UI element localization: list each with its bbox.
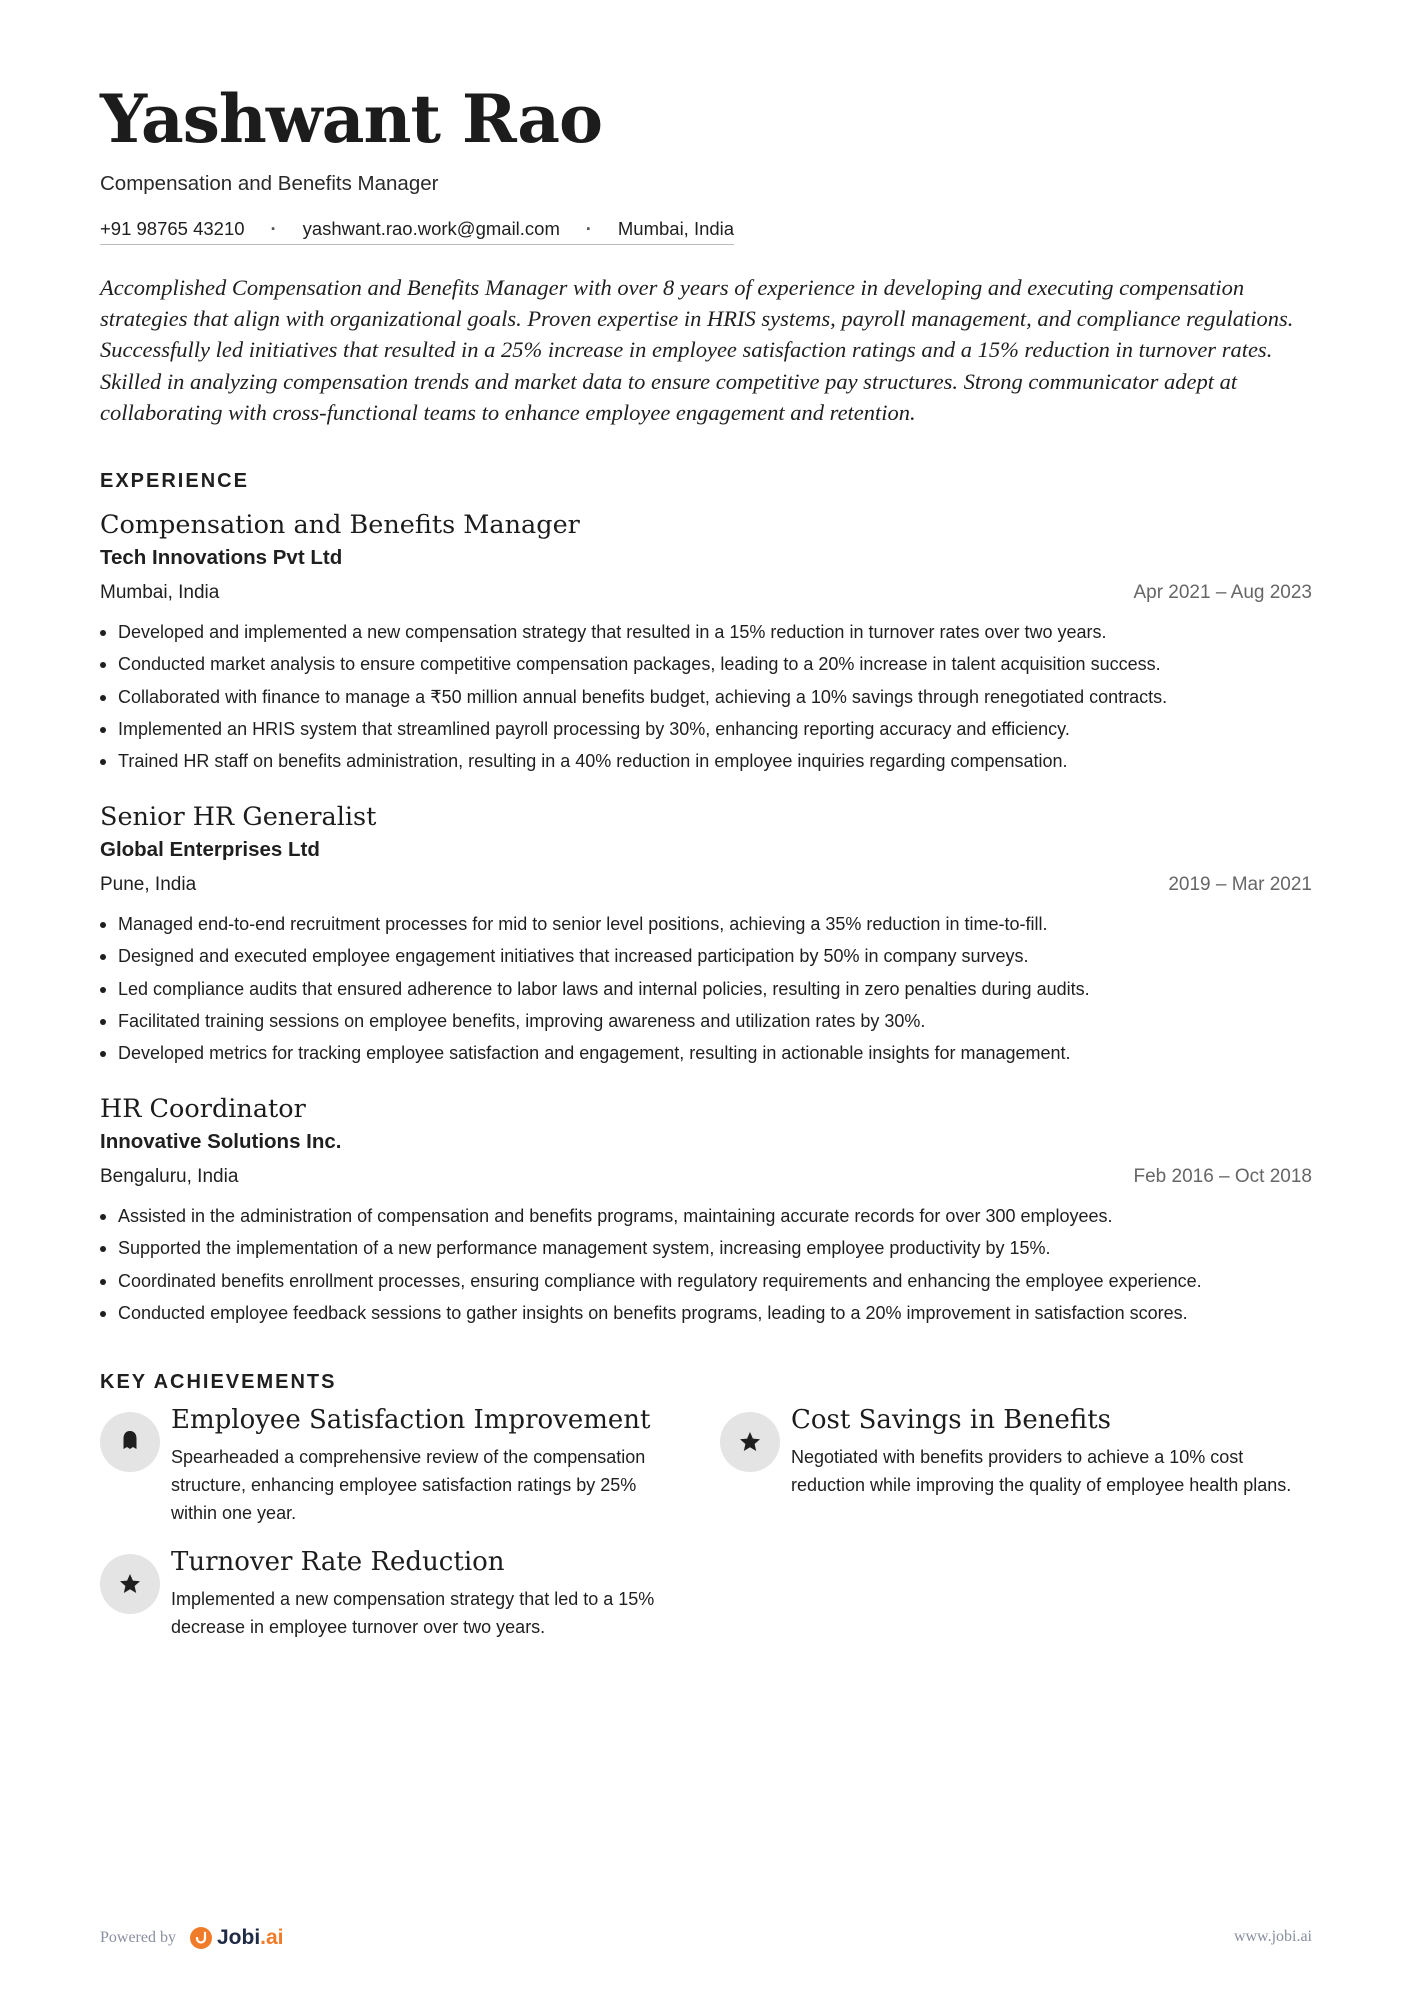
job-bullet: Conducted employee feedback sessions to gather insights on benefits programs, leading to a 20% improvement in satisfaction scores. <box>100 1297 1312 1329</box>
job-location: Mumbai, India <box>100 582 220 603</box>
footer-branding <box>100 1926 284 1950</box>
experience-entry <box>100 508 1312 777</box>
job-dates: 2019 – Mar 2021 <box>1168 874 1312 895</box>
contact-location: Mumbai, India <box>617 218 735 239</box>
achievement-title: Turnover Rate Reduction <box>171 1547 505 1577</box>
resume-page <box>100 0 1312 1995</box>
achievement-item <box>100 1547 660 1637</box>
contact-separator: · <box>270 218 277 239</box>
award-icon <box>120 1430 140 1454</box>
job-bullet: Coordinated benefits enrollment processes, ensuring compliance with regulatory requirements and enhancing the employee experience. <box>100 1265 1312 1297</box>
achievement-icon-badge <box>100 1554 160 1614</box>
job-company: Tech Innovations Pvt Ltd <box>100 546 343 569</box>
job-bullet: Developed and implemented a new compensation strategy that resulted in a 15% reduction in turnover rates over two years. <box>100 616 1312 648</box>
star-icon <box>118 1572 142 1596</box>
job-bullet: Managed end-to-end recruitment processes for mid to senior level positions, achieving a 35% reduction in time-to-fill. <box>100 908 1312 940</box>
job-bullet: Collaborated with finance to manage a ₹50 million annual benefits budget, achieving a 10% savings through renegotiated contracts. <box>100 681 1312 713</box>
job-bullet: Designed and executed employee engagement initiatives that increased participation by 50% in company surveys. <box>100 940 1312 972</box>
achievement-icon-badge <box>100 1412 160 1472</box>
job-role: Compensation and Benefits Manager <box>100 510 580 540</box>
contact-separator: · <box>585 218 592 239</box>
professional-summary: Accomplished Compensation and Benefits Manager with over 8 years of experience in developing and executing compensation strategies that align with organizational goals. Proven expertise in HRIS systems, payroll management, and compliance regulations. Successfully led initiatives that resulted in a 25% increase in employee satisfaction ratings and a 15% reduction in turnover rates. Skilled in analyzing compensation trends and market data to ensure competitive pay structures. Strong communicator adept at collaborating with cross-functional teams to enhance employee engagement and retention. <box>100 275 1294 425</box>
job-role: HR Coordinator <box>100 1094 306 1124</box>
achievement-description: Negotiated with benefits providers to achieve a 10% cost reduction while improving the quality of employee health plans. <box>791 1447 1292 1495</box>
job-company: Global Enterprises Ltd <box>100 838 320 861</box>
job-meta-row <box>100 580 1312 616</box>
contact-phone: +91 98765 43210 <box>100 218 245 239</box>
job-bullet: Implemented an HRIS system that streamlined payroll processing by 30%, enhancing reporting accuracy and efficiency. <box>100 713 1312 745</box>
job-meta-row <box>100 872 1312 908</box>
job-company: Innovative Solutions Inc. <box>100 1130 342 1153</box>
job-bullet-list <box>100 616 1312 777</box>
contact-bar <box>100 218 734 245</box>
job-location: Pune, India <box>100 874 197 895</box>
experience-heading: EXPERIENCE <box>100 470 249 492</box>
job-bullet: Developed metrics for tracking employee satisfaction and engagement, resulting in actionable insights for management. <box>100 1037 1312 1069</box>
powered-by-label: Powered by <box>100 1929 176 1946</box>
achievement-item <box>720 1405 1292 1515</box>
jobi-logo-icon <box>190 1927 212 1949</box>
contact-email[interactable]: yashwant.rao.work@gmail.com <box>302 218 560 239</box>
candidate-title: Compensation and Benefits Manager <box>100 172 439 195</box>
job-bullet: Supported the implementation of a new performance management system, increasing employee productivity by 15%. <box>100 1232 1312 1264</box>
achievement-description: Spearheaded a comprehensive review of the compensation structure, enhancing employee satisfaction ratings by 25% within one year. <box>171 1447 646 1523</box>
achievements-heading: KEY ACHIEVEMENTS <box>100 1371 337 1393</box>
experience-entry <box>100 1092 1312 1329</box>
achievement-title: Cost Savings in Benefits <box>791 1405 1111 1435</box>
job-bullet: Led compliance audits that ensured adherence to labor laws and internal policies, resulting in zero penalties during audits. <box>100 973 1312 1005</box>
jobi-logo-text: Jobi.ai <box>216 1926 284 1949</box>
job-bullet-list <box>100 908 1312 1069</box>
job-bullet: Trained HR staff on benefits administration, resulting in a 40% reduction in employee inquiries regarding compensation. <box>100 745 1312 777</box>
achievement-title: Employee Satisfaction Improvement <box>171 1405 651 1435</box>
job-bullet: Assisted in the administration of compensation and benefits programs, maintaining accurate records for over 300 employees. <box>100 1200 1312 1232</box>
experience-entry <box>100 800 1312 1069</box>
job-dates: Apr 2021 – Aug 2023 <box>1133 582 1312 603</box>
job-bullet: Conducted market analysis to ensure competitive compensation packages, leading to a 20% increase in talent acquisition success. <box>100 648 1312 680</box>
job-dates: Feb 2016 – Oct 2018 <box>1133 1166 1312 1187</box>
star-icon <box>738 1430 762 1454</box>
job-meta-row <box>100 1164 1312 1200</box>
achievement-item <box>100 1405 660 1523</box>
candidate-name: Yashwant Rao <box>100 80 603 158</box>
achievement-description: Implemented a new compensation strategy that led to a 15% decrease in employee turnover over two years. <box>171 1589 655 1637</box>
jobi-logo[interactable] <box>190 1926 284 1950</box>
achievement-icon-badge <box>720 1412 780 1472</box>
job-bullet-list <box>100 1200 1312 1329</box>
footer-website-link[interactable]: www.jobi.ai <box>1233 1928 1312 1945</box>
job-role: Senior HR Generalist <box>100 802 377 832</box>
job-bullet: Facilitated training sessions on employee benefits, improving awareness and utilization rates by 30%. <box>100 1005 1312 1037</box>
job-location: Bengaluru, India <box>100 1166 239 1187</box>
